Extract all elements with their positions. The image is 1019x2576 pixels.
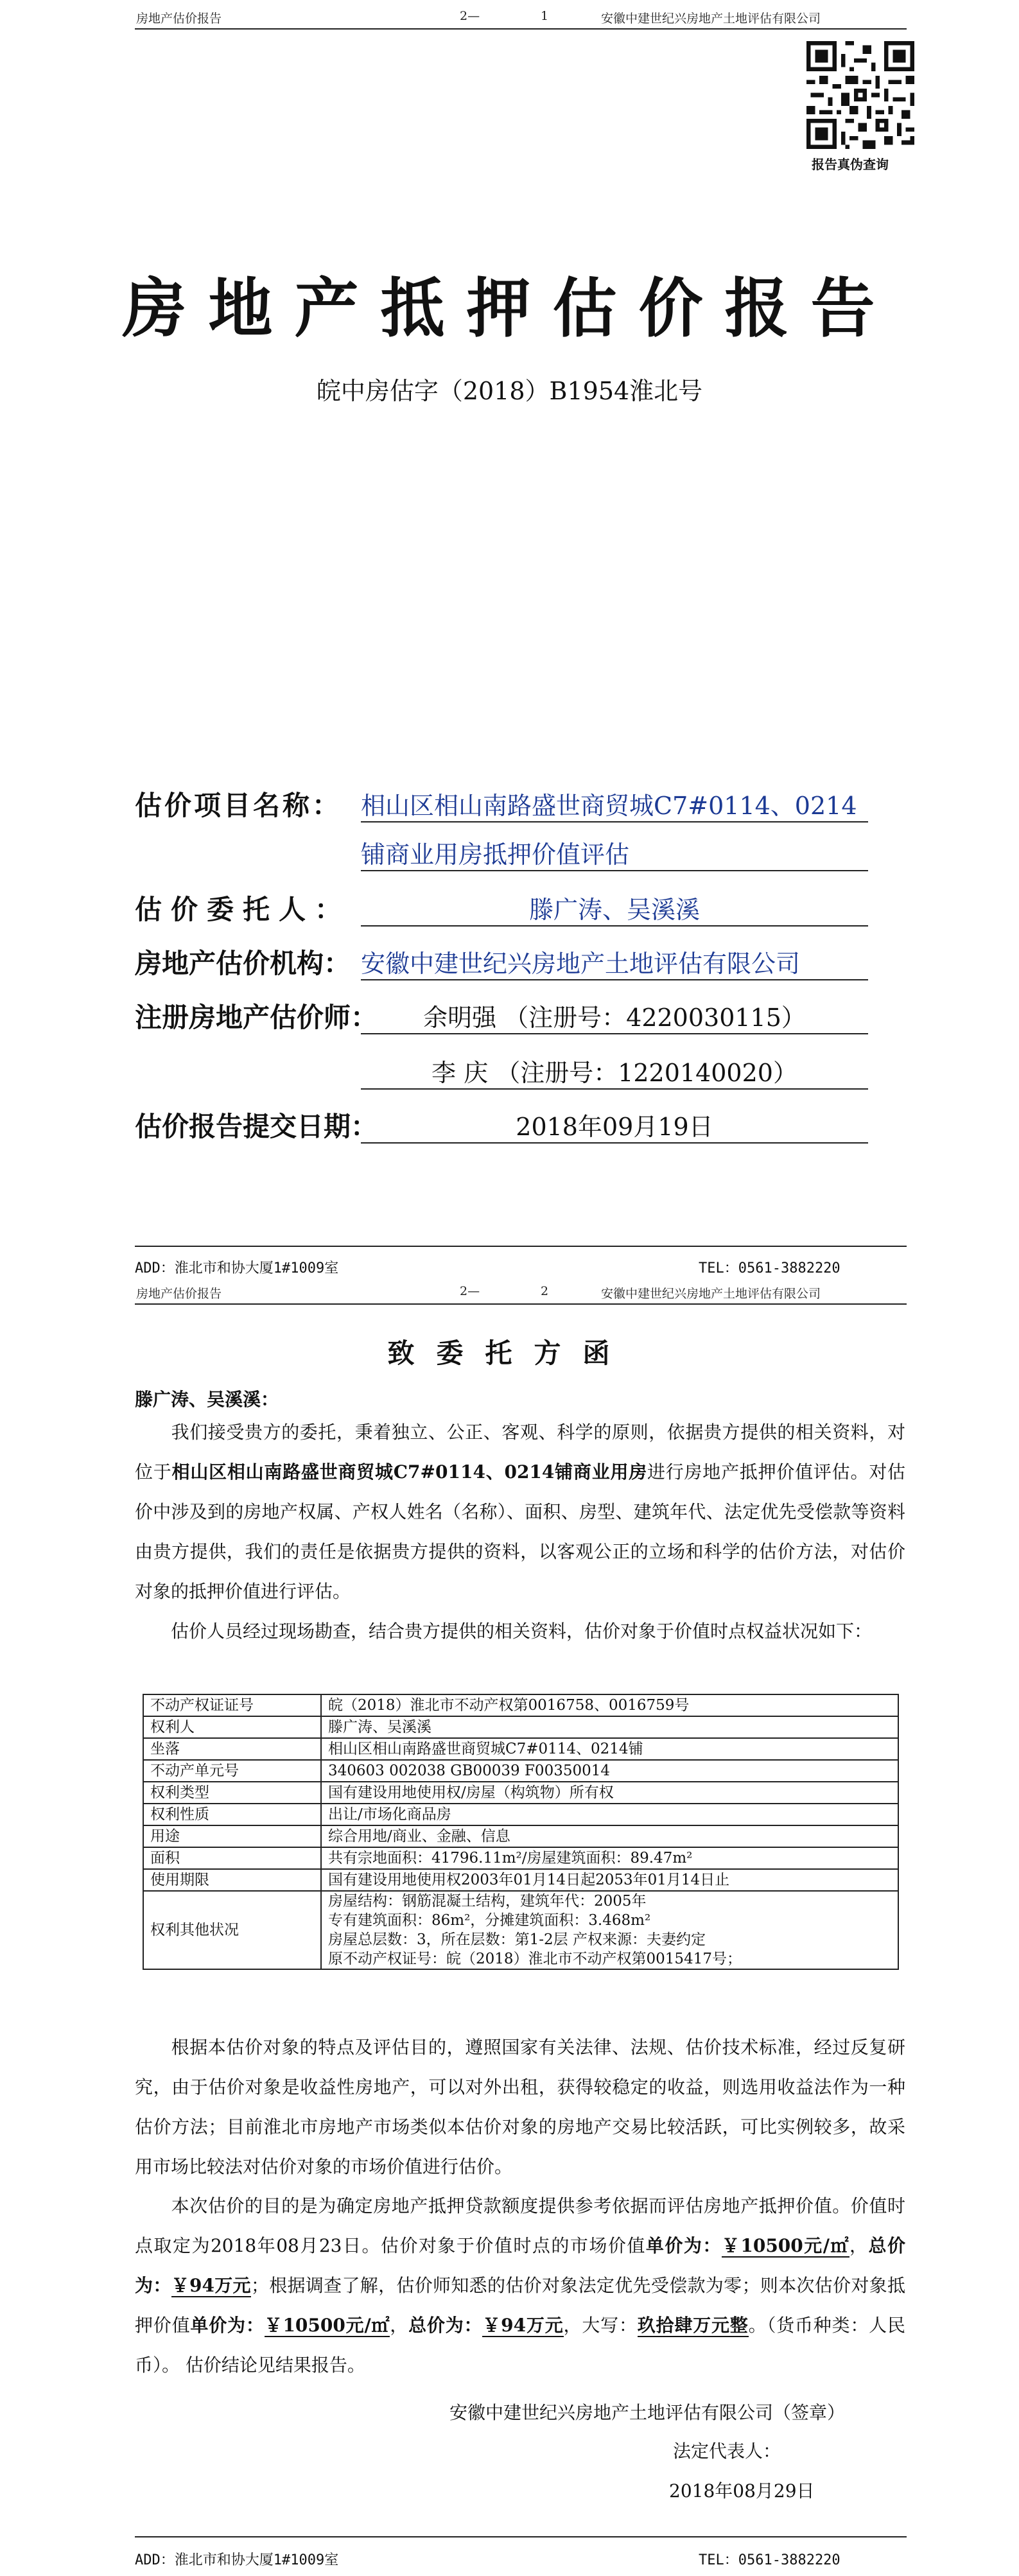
table-key: 权利性质 <box>143 1804 321 1825</box>
submit-date-value: 2018年09月19日 <box>361 1107 868 1144</box>
table-value: 综合用地/商业、金融、信息 <box>321 1825 898 1847</box>
appraiser-1: 余明强 （注册号：4220030115） <box>361 998 868 1034</box>
table-row <box>143 1804 898 1825</box>
table-key: 权利其他状况 <box>143 1891 321 1969</box>
table-key: 面积 <box>143 1847 321 1869</box>
table-row <box>143 1716 898 1738</box>
table-value: 滕广涛、吴溪溪 <box>321 1716 898 1738</box>
submit-date-label: 估价报告提交日期： <box>135 1111 378 1142</box>
market-unit-price: ￥10500元/㎡ <box>721 2235 849 2256</box>
page1-header-page-prefix: 2— <box>460 9 480 23</box>
report-title: 房地产抵押估价报告 <box>122 270 897 346</box>
table-key: 不动产单元号 <box>143 1760 321 1782</box>
appraiser-2: 李 庆 （注册号：1220140020） <box>361 1053 868 1090</box>
table-row <box>143 1825 898 1847</box>
table-value-other <box>321 1891 898 1969</box>
market-total-price: ￥94万元 <box>171 2275 251 2296</box>
page2-header-left: 房地产估价报告 <box>136 1287 222 1301</box>
letter-paragraph-4: 本次估价的目的是为确定房地产抵押贷款额度提供参考依据而评估房地产抵押价值。价值时点取定为2018年08月23日。估价对象于价值时点的市场价值单价为：￥10500元/㎡，总价为：￥94万元；根据调查了解，估价师知悉的估价对象法定优先受偿款为零；则本次估价对象抵押价值单价为：￥10500元/㎡，总价为：￥94万元，大写：玖拾肆万元整。（货币种类：人民币）。 估价结论见结果报告。 <box>135 2195 905 2376</box>
project-name-value-line2: 铺商业用房抵押价值评估 <box>361 835 868 871</box>
table-row <box>143 1782 898 1804</box>
qr-code[interactable] <box>806 41 914 149</box>
page1-footer-address: ADD：淮北市和协大厦1#1009室 <box>135 1260 339 1276</box>
other-status-line: 专有建筑面积：86m²，分摊建筑面积：3.468m² <box>328 1912 651 1929</box>
page2-header-right: 安徽中建世纪兴房地产土地评估有限公司 <box>601 1287 821 1301</box>
page2-header-rule <box>135 1303 907 1305</box>
table-row <box>143 1847 898 1869</box>
letter-title: 致委托方函 <box>387 1337 632 1369</box>
table-row <box>143 1891 898 1969</box>
table-row <box>143 1869 898 1891</box>
signature-representative: 法定代表人： <box>673 2441 781 2462</box>
table-row <box>143 1694 898 1716</box>
project-name-label: 估价项目名称： <box>135 790 342 821</box>
property-address: 相山区相山南路盛世商贸城C7#0114、0214铺商业用房 <box>171 1461 647 1483</box>
table-value: 相山区相山南路盛世商贸城C7#0114、0214铺 <box>321 1738 898 1760</box>
other-status-line: 房屋结构：钢筋混凝土结构，建筑年代：2005年 <box>328 1893 647 1910</box>
page1-footer-rule <box>135 1246 907 1247</box>
letter-paragraph-3: 根据本估价对象的特点及评估目的，遵照国家有关法律、法规、估价技术标准，经过反复研究，由于估价对象是收益性房地产，可以对外出租，获得较稳定的收益，则选用收益法作为一种估价方法；目前淮北市房地产市场类似本估价对象的房地产交易比较活跃，可比实例较多，故采用市场比较法对估价对象的市场价值进行估价。 <box>135 2037 905 2177</box>
other-status-line: 房屋总层数：3，所在层数：第1-2层 产权来源：夫妻约定 <box>328 1931 706 1948</box>
agency-label: 房地产估价机构： <box>135 948 351 979</box>
table-value: 皖（2018）淮北市不动产权第0016758、0016759号 <box>321 1694 898 1716</box>
table-key: 用途 <box>143 1825 321 1847</box>
table-key: 不动产权证证号 <box>143 1694 321 1716</box>
page1-header-page-number: 1 <box>541 9 549 23</box>
table-key: 坐落 <box>143 1738 321 1760</box>
page2-footer-address: ADD：淮北市和协大厦1#1009室 <box>135 2552 339 2568</box>
table-key: 权利人 <box>143 1716 321 1738</box>
letter-paragraph-2: 估价人员经过现场勘查，结合贵方提供的相关资料，估价对象于价值时点权益状况如下： <box>171 1621 873 1642</box>
report-number: 皖中房估字（2018）B1954淮北号 <box>316 377 703 405</box>
mortgage-unit-price: ￥10500元/㎡ <box>264 2315 390 2336</box>
table-value: 国有建设用地使用权2003年01月14日起2053年01月14日止 <box>321 1869 898 1891</box>
table-value: 共有宗地面积：41796.11m²/房屋建筑面积：89.47m² <box>321 1847 898 1869</box>
signature-date: 2018年08月29日 <box>669 2480 815 2502</box>
client-value: 滕广涛、吴溪溪 <box>361 890 868 927</box>
page1-header-left: 房地产估价报告 <box>136 12 222 26</box>
page2-header-page-prefix: 2— <box>460 1284 480 1298</box>
amount-in-words: 玖拾肆万元整 <box>637 2315 749 2336</box>
letter-salutation: 滕广涛、吴溪溪： <box>135 1389 279 1410</box>
client-label: 估价委托人： <box>135 894 351 925</box>
signature-company: 安徽中建世纪兴房地产土地评估有限公司（签章） <box>449 2402 846 2423</box>
table-value: 340603 002038 GB00039 F00350014 <box>321 1760 898 1782</box>
project-name-value-line1: 相山区相山南路盛世商贸城C7#0114、0214 <box>361 786 868 822</box>
table-row <box>143 1738 898 1760</box>
other-status-line: 原不动产权证号：皖（2018）淮北市不动产权第0015417号； <box>328 1951 742 1967</box>
table-value: 出让/市场化商品房 <box>321 1804 898 1825</box>
page1-header-rule <box>135 28 907 30</box>
table-row <box>143 1760 898 1782</box>
appraiser-label: 注册房地产估价师： <box>135 1002 378 1033</box>
mortgage-total-price: ￥94万元 <box>482 2315 564 2336</box>
table-key: 使用期限 <box>143 1869 321 1891</box>
agency-value: 安徽中建世纪兴房地产土地评估有限公司 <box>361 944 868 980</box>
table-value: 国有建设用地使用权/房屋（构筑物）所有权 <box>321 1782 898 1804</box>
table-key: 权利类型 <box>143 1782 321 1804</box>
page2-footer-rule <box>135 2536 907 2537</box>
letter-paragraph-1: 我们接受贵方的委托，秉着独立、公正、客观、科学的原则，依据贵方提供的相关资料，对位于相山区相山南路盛世商贸城C7#0114、0214铺商业用房进行房地产抵押价值评估。对估价中涉及到的房地产权属、产权人姓名（名称）、面积、房型、建筑年代、法定优先受偿款等资料由贵方提供，我们的责任是依据贵方提供的资料，以客观公正的立场和科学的估价方法，对估价对象的抵押价值进行评估。 <box>135 1422 905 1602</box>
page2-header-page-number: 2 <box>541 1284 549 1298</box>
page2-footer-tel: TEL：0561-3882220 <box>699 2552 840 2568</box>
page1-header-right: 安徽中建世纪兴房地产土地评估有限公司 <box>601 12 821 26</box>
property-rights-table <box>143 1694 899 1970</box>
qr-caption: 报告真伪查询 <box>812 157 889 172</box>
page1-footer-tel: TEL：0561-3882220 <box>699 1260 840 1276</box>
